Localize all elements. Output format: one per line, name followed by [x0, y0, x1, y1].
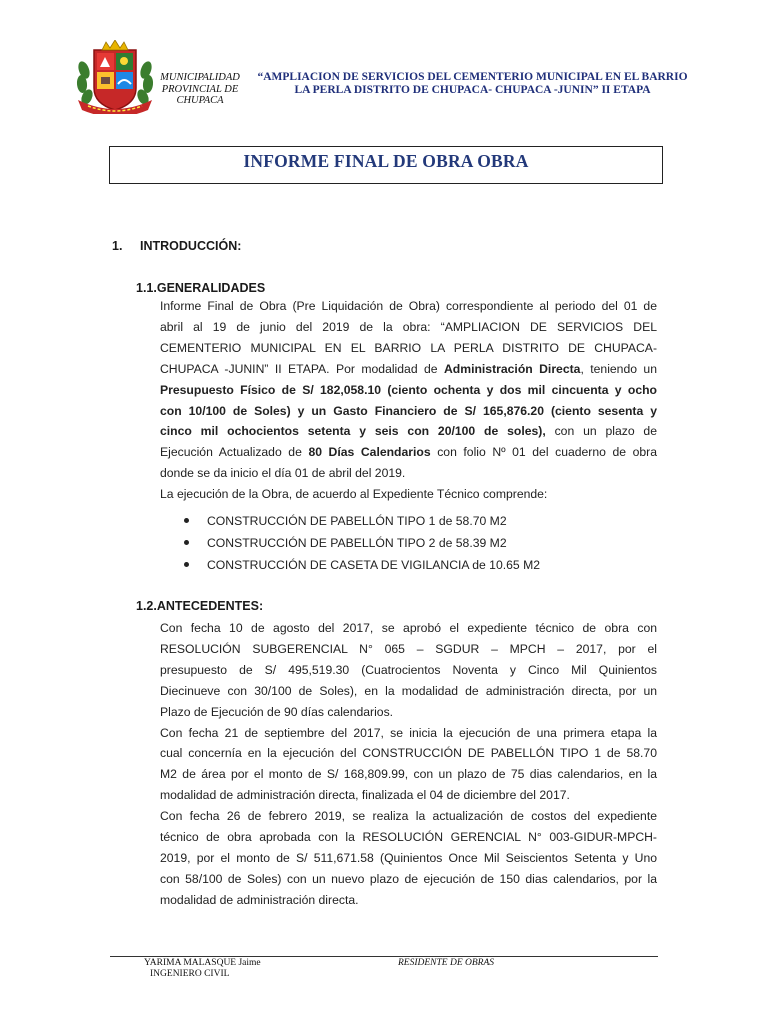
- paragraph-line: cual concernía en la ejecución del CONSTRUCCIÓN DE PABELLÓN TIPO 1 de 58.70: [160, 746, 657, 761]
- paragraph-line: Diecinueve con 30/100 de Soles), en la modalidad de administración directa, por un: [160, 683, 657, 698]
- paragraph-line: modalidad de administración directa.: [160, 892, 359, 907]
- municipal-coat-of-arms-icon: [74, 40, 156, 114]
- paragraph-line: donde se da inicio el día 01 de abril del 2019.: [160, 466, 406, 481]
- municipality-line: CHUPACA: [176, 95, 224, 106]
- list-item: CONSTRUCCIÓN DE CASETA DE VIGILANCIA de 10.65 M2: [160, 554, 657, 576]
- paragraph-line: abril al 19 de junio del 2019 de la obra: “AMPLIACION DE SERVICIOS DEL: [160, 319, 657, 334]
- paragraph-line: técnico de obra aprobada con la RESOLUCIÓN GERENCIAL N° 003-GIDUR-MPCH-: [160, 830, 657, 845]
- subsection-heading-generalidades: 1.1.GENERALIDADES: [136, 281, 266, 295]
- paragraph-line: cinco mil ochocientos setenta y seis con 20/100 de soles), con un plazo de: [160, 424, 657, 439]
- paragraph-line: con 10/100 de Soles) y un Gasto Financiero de S/ 165,876.20 (ciento sesenta y: [160, 403, 657, 418]
- municipality-line: PROVINCIAL DE: [161, 83, 239, 95]
- signatory-role: RESIDENTE DE OBRAS: [398, 958, 495, 968]
- list-item: CONSTRUCCIÓN DE PABELLÓN TIPO 2 de 58.39 M2: [160, 532, 657, 554]
- paragraph-line: CHUPACA -JUNIN” II ETAPA. Por modalidad de Administración Directa, teniendo un: [160, 361, 657, 376]
- project-title-line: LA PERLA DISTRITO DE CHUPACA- CHUPACA -JUNIN” II ETAPA: [294, 84, 651, 96]
- paragraph-line: La ejecución de la Obra, de acuerdo al Expediente Técnico comprende:: [160, 487, 548, 502]
- bullet-icon: [184, 540, 189, 545]
- paragraph-line: M2 de área por el monto de S/ 168,809.99, con un plazo de 75 dias calendarios, en la: [160, 767, 657, 782]
- antecedentes-paragraph: [160, 618, 657, 911]
- subsection-heading-antecedentes: 1.2.ANTECEDENTES:: [136, 599, 264, 613]
- signatory-name: YARIMA MALASQUE Jaime: [144, 958, 261, 968]
- paragraph-line: Presupuesto Físico de S/ 182,058.10 (ciento ochenta y dos mil cincuenta y ocho: [160, 382, 657, 397]
- paragraph-line: Con fecha 10 de agosto del 2017, se aprobó el expediente técnico de obra con: [160, 621, 657, 635]
- municipality-name: [150, 72, 250, 107]
- bullet-icon: [184, 562, 189, 567]
- list-item: CONSTRUCCIÓN DE PABELLÓN TIPO 1 de 58.70 M2: [160, 510, 657, 532]
- footer-signatory: [144, 958, 261, 980]
- section-heading: [112, 239, 241, 253]
- paragraph-line: CEMENTERIO MUNICIPAL EN EL BARRIO LA PERLA DISTRITO DE CHUPACA-: [160, 340, 657, 355]
- project-title: [250, 71, 695, 97]
- project-title-line: “AMPLIACION DE SERVICIOS DEL CEMENTERIO MUNICIPAL EN EL BARRIO: [257, 71, 688, 83]
- paragraph-line: Con fecha 21 de septiembre del 2017, se inicia la ejecución de una primera etapa la: [160, 725, 657, 740]
- signatory-profession: INGENIERO CIVIL: [150, 969, 230, 979]
- municipality-line: MUNICIPALIDAD: [160, 72, 240, 83]
- paragraph-line: con 58/100 de Soles) con un nuevo plazo de ejecución de 150 dias calendarios, por la: [160, 871, 657, 886]
- generalidades-paragraph: [160, 296, 657, 505]
- bullet-icon: [184, 518, 189, 523]
- paragraph-line: 2019, por el monto de S/ 511,671.58 (Quinientos Once Mil Seiscientos Setenta y Uno: [160, 850, 657, 865]
- paragraph-line: presupuesto de S/ 495,519.30 (Cuatrocientos Noventa y Cinco Mil Quinientos: [160, 662, 657, 677]
- paragraph-line: Plazo de Ejecución de 90 días calendarios.: [160, 704, 394, 719]
- paragraph-line: modalidad de administración directa, finalizada el 04 de diciembre del 2017.: [160, 788, 570, 803]
- paragraph-line: Informe Final de Obra (Pre Liquidación de Obra) correspondiente al periodo del 01 de: [160, 299, 657, 313]
- paragraph-line: RESOLUCIÓN SUBGERENCIAL N° 065 – SGDUR – MPCH – 2017, por el: [160, 641, 657, 656]
- paragraph-line: Con fecha 26 de febrero 2019, se realiza la actualización de costos del expediente: [160, 809, 657, 824]
- scope-bullet-list: [160, 510, 657, 576]
- footer-divider: [110, 956, 658, 957]
- report-title-box: [109, 146, 663, 184]
- section-number: 1.: [112, 239, 123, 253]
- report-title: INFORME FINAL DE OBRA OBRA: [243, 151, 529, 171]
- paragraph-line: Ejecución Actualizado de 80 Días Calendarios con folio Nº 01 del cuaderno de obra: [160, 445, 657, 460]
- section-title: INTRODUCCIÓN:: [140, 239, 242, 253]
